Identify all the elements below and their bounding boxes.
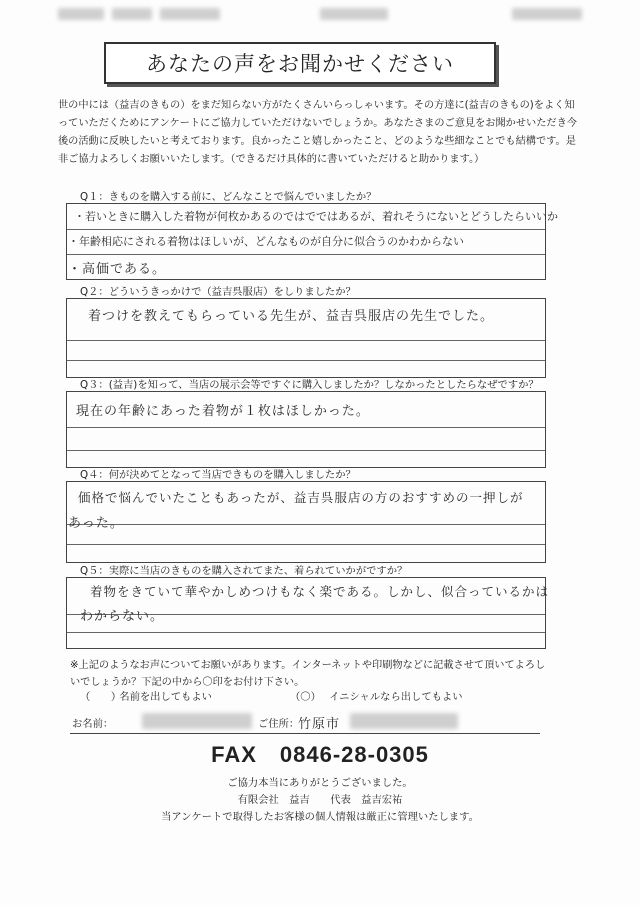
page-title: あなたの声をお聞かせください — [146, 52, 454, 76]
address-label: ご住所： — [258, 718, 300, 730]
privacy-text: 当アンケートで取得したお客様の個人情報は厳正に管理いたします。 — [161, 811, 479, 823]
answer-text: あった。 — [68, 516, 124, 531]
intro-text: 世の中には（益吉のきもの）をまだ知らない方がたくさんいらっしゃいます。その方達に(益吉のきもの)をよく知っていただくためにアンケートにご協力していただけないでしょうか。あなたさまのご意見をお聞かせいただき今後の活動に反映したいと考えております。良かったこと嬉しかったこと、どのような些細なことでも結構です。是非ご協力よろしくお願いいたします。（できるだけ具体的に書いていただけると助かります。） — [58, 100, 577, 165]
answer-text: ・高価である。 — [68, 262, 167, 277]
redacted-header-5 — [512, 8, 582, 20]
choice-name[interactable] — [80, 688, 212, 703]
answer-text: 価格で悩んでいたこともあったが、益吉呉服店の方のおすすめの一押しが — [78, 490, 524, 505]
question-label: Q５：実際に当店のきものを購入されてまた、着られていかがですか？ — [80, 565, 408, 577]
choice-label: 名前を出してもよい — [119, 691, 212, 703]
redacted-header-4 — [320, 8, 388, 20]
redacted-address — [350, 713, 458, 729]
name-label: お名前： — [72, 718, 114, 730]
permission-note: ※上記のようなお声についてお願いがあります。インターネットや印刷物などに記載させて頂いてよろしいでしょうか？下記の中から〇印をお付け下さい。 — [70, 660, 546, 688]
answer-text: 着物をきていて華やかしめつけもなく楽である。しかし、似合っているかは — [90, 584, 550, 599]
question-label: Q１：きものを購入する前に、どんなことで悩んでいましたか？ — [80, 191, 377, 203]
choice-mark: （ ） — [80, 691, 122, 703]
thanks-text: ご協力本当にありがとうございました。 — [227, 777, 413, 789]
question-label: Q４：何が決めてとなって当店できものを購入しましたか？ — [80, 469, 356, 481]
contact-fields — [70, 711, 540, 734]
answer-text: 現在の年齢にあった着物が１枚はほしかった。 — [76, 404, 370, 419]
answer-text: わからない。 — [80, 609, 165, 624]
question-label: Q３：(益吉)を知って、当店の展示会等ですぐに購入しましたか？しなかったとしたらなぜですか？ — [80, 379, 539, 391]
title-box — [104, 42, 496, 84]
redacted-header-3 — [160, 8, 220, 20]
fax-number: FAX 0846-28-0305 — [211, 742, 429, 767]
choice-label: イニシャルなら出してもよい — [329, 691, 463, 703]
answer-text: ・年齢相応にされる着物はほしいが、どんなものが自分に似合うのかわからない — [68, 235, 464, 248]
redacted-header-1 — [58, 8, 104, 20]
address-value: 竹原市 — [298, 717, 341, 732]
answer-text: 着つけを教えてもらっている先生が、益吉呉服店の先生でした。 — [88, 309, 495, 324]
redacted-name — [142, 713, 252, 729]
answer-text: ・若いときに購入した着物が何枚かあるのではでではあるが、着れそうにないとどうしたらいいか — [74, 210, 558, 223]
redacted-header-2 — [112, 8, 152, 20]
question-label: Q２：どういうきっかけで（益吉呉服店）をしりましたか？ — [80, 286, 356, 298]
company-text: 有限会社 益吉 代表 益吉宏祐 — [237, 794, 403, 806]
choice-mark: （〇） — [290, 691, 321, 703]
choice-initial[interactable] — [290, 688, 463, 703]
